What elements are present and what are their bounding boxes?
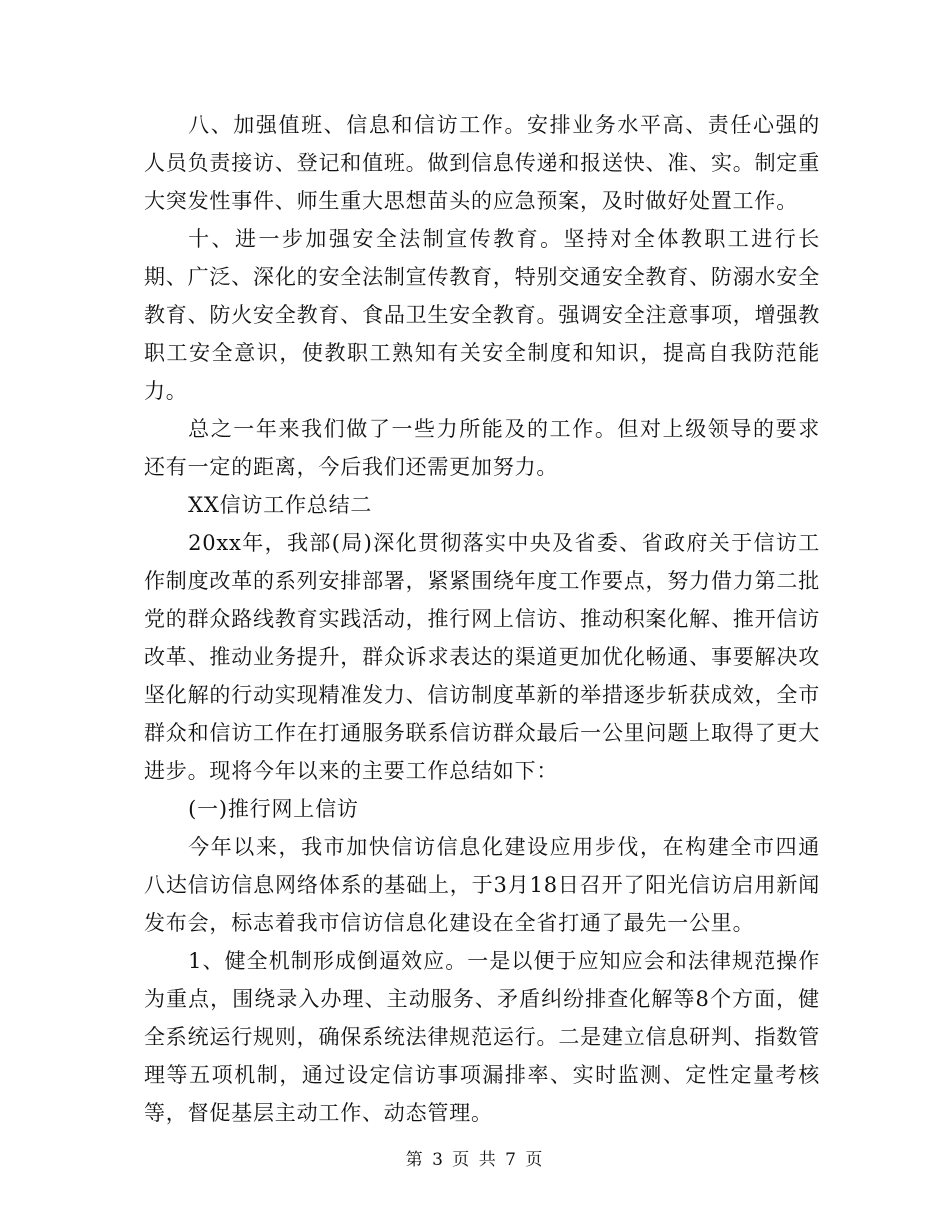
page-number-footer: 第 3 页 共 7 页 [405, 1150, 545, 1170]
document-body [144, 106, 820, 1132]
paragraph-safety-education: 十、进一步加强安全法制宣传教育。坚持对全体教职工进行长期、广泛、深化的安全法制宣传教育，特别交通安全教育、防溺水安全教育、防火安全教育、食品卫生安全教育。强调安全注意事项，增强教职工安全意识，使教职工熟知有关安全制度和知识，提高自我防范能力。 [144, 227, 820, 403]
paragraph-online-petition: 今年以来，我市加快信访信息化建设应用步伐，在构建全市四通八达信访信息网络体系的基础上，于3月18日召开了阳光信访启用新闻发布会，标志着我市信访信息化建设在全省打通了最先一公里。 [144, 835, 820, 935]
section-heading-online-petition: (一)推行网上信访 [188, 797, 359, 821]
paragraph-mechanism: 1、健全机制形成倒逼效应。一是以便于应知应会和法律规范操作为重点，围绕录入办理、主动服务、矛盾纠纷排查化解等8个方面，健全系统运行规则，确保系统法律规范运行。二是建立信息研判、指数管理等五项机制，通过设定信访事项漏排率、实时监测、定性定量考核等，督促基层主动工作、动态管理。 [144, 949, 820, 1125]
section-heading-summary-two: XX信访工作总结二 [188, 493, 373, 517]
paragraph-summary: 总之一年来我们做了一些力所能及的工作。但对上级领导的要求还有一定的距离，今后我们还需更加努力。 [144, 417, 820, 479]
paragraph-annual-overview: 20xx年，我部(局)深化贯彻落实中央及省委、省政府关于信访工作制度改革的系列安排部署，紧紧围绕年度工作要点，努力借力第二批党的群众路线教育实践活动，推行网上信访、推动积案化解、推开信访改革、推动业务提升，群众诉求表达的渠道更加优化畅通、事要解决攻坚化解的行动实现精准发力、信访制度革新的举措逐步斩获成效，全市群众和信访工作在打通服务联系信访群众最后一公里问题上取得了更大进步。现将今年以来的主要工作总结如下： [144, 531, 820, 783]
paragraph-duty-info: 八、加强值班、信息和信访工作。安排业务水平高、责任心强的人员负责接访、登记和值班。做到信息传递和报送快、准、实。制定重大突发性事件、师生重大思想苗头的应急预案，及时做好处置工作。 [144, 113, 820, 213]
